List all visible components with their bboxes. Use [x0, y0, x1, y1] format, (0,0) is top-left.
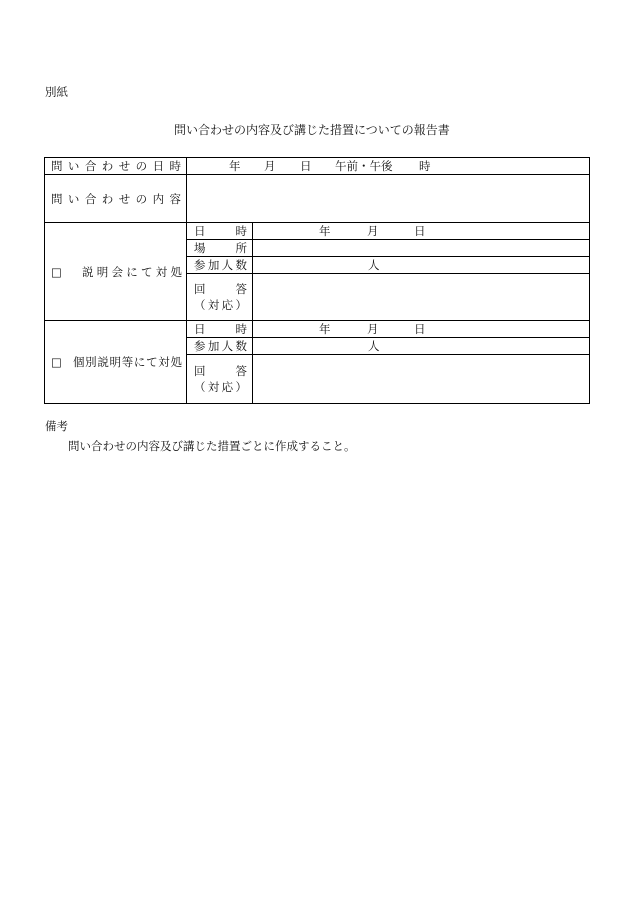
briefing-datetime-value-cell [253, 223, 590, 240]
briefing-year-label: 年 [319, 224, 331, 238]
briefing-day-label: 日 [414, 224, 426, 238]
briefing-datetime-label-cell [187, 223, 253, 240]
briefing-response-label: 回答 [194, 282, 247, 296]
briefing-session-label: 説明会にて対処 [82, 264, 182, 279]
inquiry-datetime-value-cell [187, 158, 590, 175]
individual-explanation-label: 個別説明等にて対処 [73, 355, 182, 369]
inquiry-datetime-label-cell [45, 158, 187, 175]
remarks-text: 問い合わせの内容及び講じた措置ごとに作成すること。 [68, 439, 356, 453]
briefing-response-value-cell [253, 274, 590, 321]
individual-participants-value-cell [253, 338, 590, 355]
briefing-participants-label: 参加人数 [194, 258, 247, 272]
individual-day-label: 日 [414, 322, 426, 336]
row-inquiry-content [45, 175, 590, 223]
briefing-participants-value-cell [253, 257, 590, 274]
briefing-session-option [45, 264, 186, 280]
briefing-venue-label-cell [187, 240, 253, 257]
briefing-participants-unit: 人 [368, 258, 380, 272]
document-title: 問い合わせの内容及び講じた措置についての報告書 [174, 123, 450, 137]
briefing-datetime-fields [253, 223, 589, 239]
individual-explanation-label-cell [45, 321, 187, 404]
briefing-session-label-cell [45, 223, 187, 321]
inquiry-content-label: 問い合わせの内容 [51, 191, 181, 206]
row-inquiry-datetime [45, 158, 590, 175]
report-form-table [44, 157, 590, 404]
remarks-heading: 備考 [45, 419, 68, 433]
individual-datetime-label-cell [187, 321, 253, 338]
individual-participants-unit: 人 [368, 339, 380, 353]
briefing-response-label-cell [187, 274, 253, 321]
row-individual-datetime [45, 321, 590, 338]
inquiry-ampm-label: 午前・午後 [335, 159, 393, 173]
inquiry-datetime-label: 問い合わせの日時 [51, 159, 181, 173]
inquiry-datetime-fields [187, 158, 589, 174]
individual-response-sublabel: （対応） [194, 380, 247, 394]
briefing-datetime-label: 日時 [194, 224, 247, 238]
inquiry-content-label-cell [45, 175, 187, 223]
individual-response-value-cell [253, 355, 590, 404]
inquiry-year-label: 年 [229, 159, 241, 173]
individual-datetime-value-cell [253, 321, 590, 338]
briefing-month-label: 月 [367, 224, 379, 238]
briefing-venue-value-cell [253, 240, 590, 257]
individual-explanation-option [45, 354, 186, 370]
individual-year-label: 年 [319, 322, 331, 336]
individual-datetime-label: 日時 [194, 322, 247, 336]
inquiry-month-label: 月 [264, 159, 276, 173]
inquiry-day-label: 日 [300, 159, 312, 173]
row-briefing-datetime [45, 223, 590, 240]
individual-participants-fields [253, 338, 589, 354]
briefing-session-checkbox: □ [51, 264, 62, 279]
individual-response-label-cell [187, 355, 253, 404]
individual-response-label: 回答 [194, 364, 247, 378]
individual-explanation-checkbox: □ [51, 355, 62, 369]
attachment-label: 別紙 [45, 85, 68, 99]
inquiry-content-value-cell [187, 175, 590, 223]
briefing-participants-label-cell [187, 257, 253, 274]
inquiry-hour-label: 時 [419, 159, 431, 173]
briefing-participants-fields [253, 257, 589, 273]
briefing-venue-label: 場所 [194, 241, 247, 255]
individual-datetime-fields [253, 321, 589, 337]
individual-participants-label: 参加人数 [194, 339, 247, 353]
individual-participants-label-cell [187, 338, 253, 355]
briefing-response-sublabel: （対応） [194, 298, 247, 312]
individual-month-label: 月 [367, 322, 379, 336]
